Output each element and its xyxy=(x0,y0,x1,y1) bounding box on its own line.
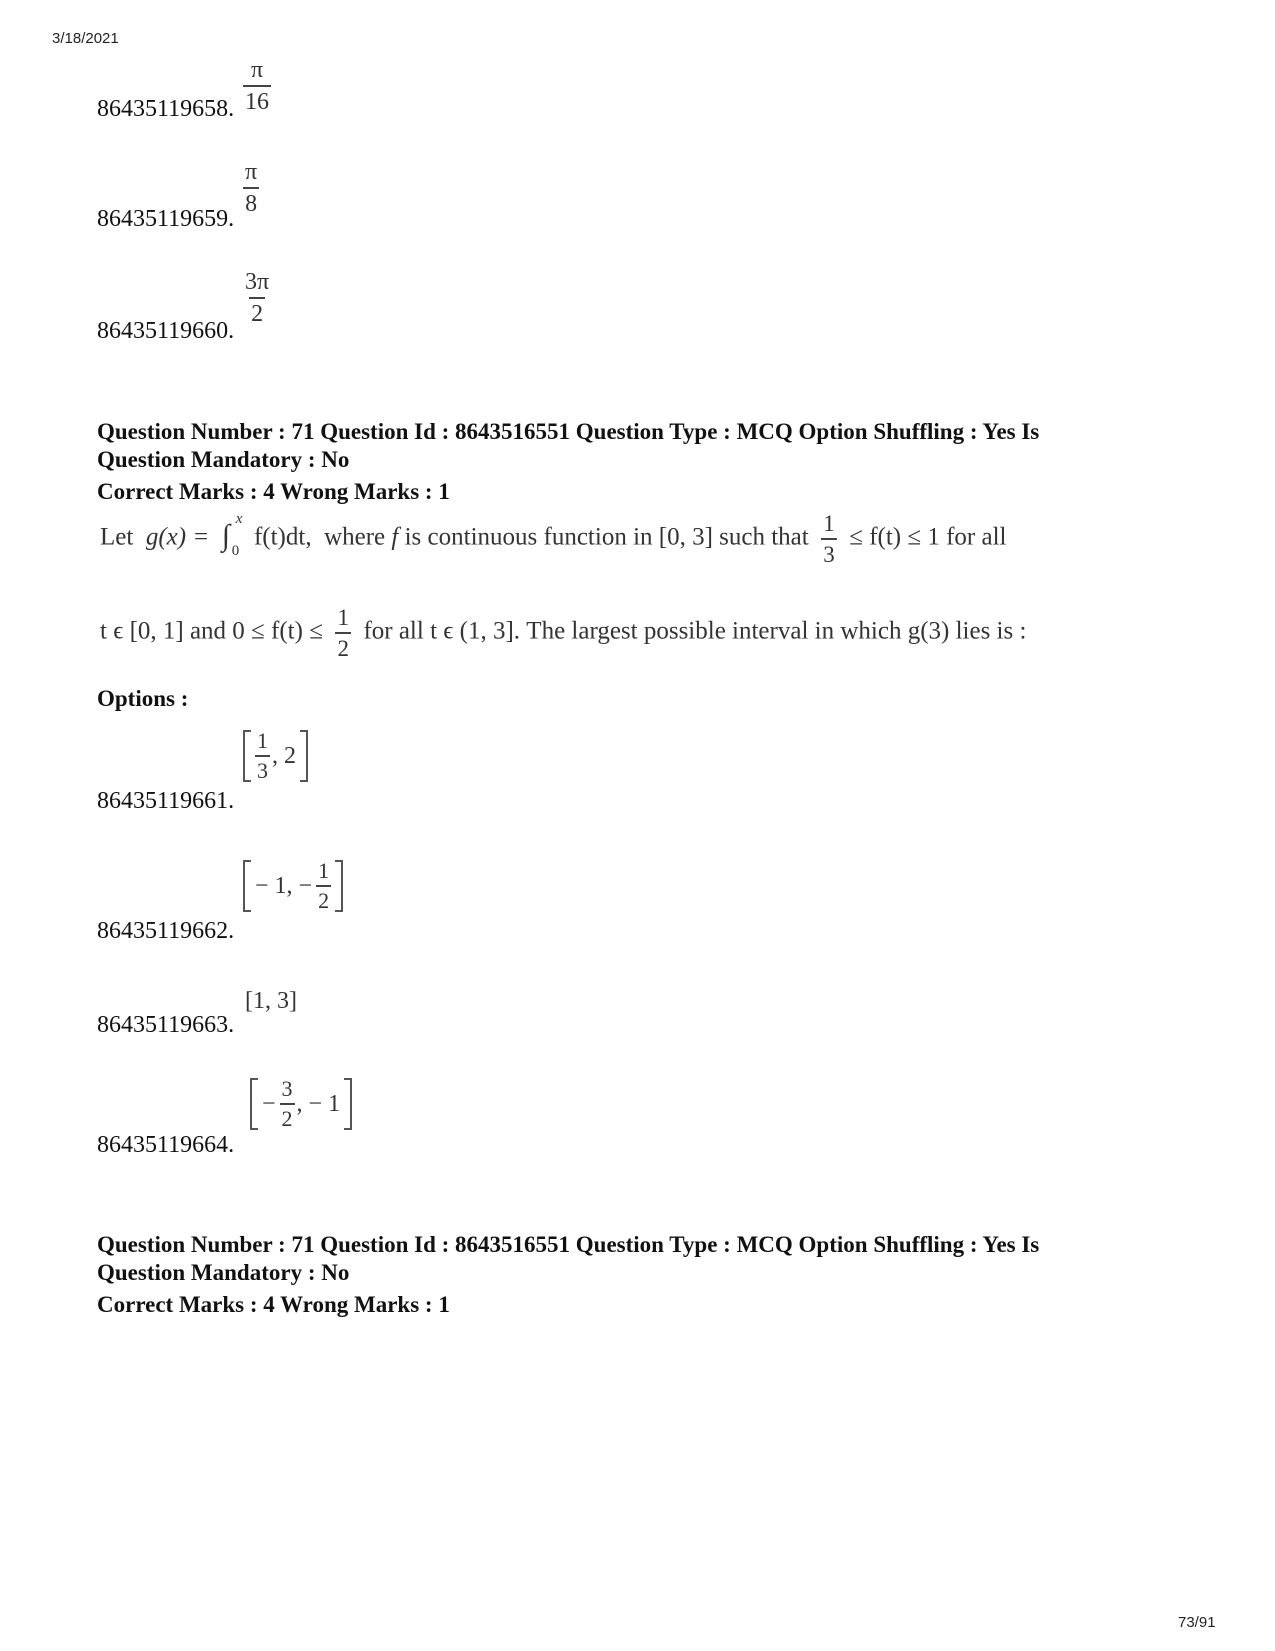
options-label: Options : xyxy=(97,686,189,711)
option-id: 86435119662. xyxy=(97,918,235,944)
option-value-interval-4: − $\frac{3}{2}$ , − 1 xyxy=(250,1078,352,1130)
option-id: 86435119658. xyxy=(97,96,235,122)
option-id: 86435119664. xyxy=(97,1132,235,1158)
next-question-meta: Question Number : 71 Question Id : 8643516551 Question Type : MCQ Option Shuffling : Yes Is Question Mandatory : No Correct Marks : 4 Wrong Marks : 1 xyxy=(97,1232,1040,1317)
print-date: 3/18/2021 xyxy=(52,30,119,47)
option-id: 86435119660. xyxy=(97,318,235,344)
option-value-interval-3: [1, 3] xyxy=(245,988,297,1014)
option-value-pi-16: $\frac{\pi}{16}$ xyxy=(245,57,269,115)
question-stem-line-2: t ϵ [0, 1] and 0 ≤ f(t) ≤ $\frac{1}{2}$ for all t ϵ (1, 3]. The largest possible interval in which g(3) lies is : xyxy=(100,605,1027,661)
option-value-interval-2: − 1, − $\frac{1}{2}$ xyxy=(243,860,343,912)
option-id: 86435119659. xyxy=(97,206,235,232)
option-value-3pi-2: $\frac{3\pi}{2}$ xyxy=(245,269,270,327)
question-stem-line-1: Let g(x) = ∫ x 0 f(t)dt, where f is continuous function in [0, 3] such that $\frac{1}{3}$ ≤ f(t) ≤ 1 for all xyxy=(100,510,1007,567)
option-id: 86435119663. xyxy=(97,1012,235,1038)
question-meta: Question Number : 71 Question Id : 8643516551 Question Type : MCQ Option Shuffling : Yes Is Question Mandatory : No Correct Marks : 4 Wrong Marks : 1 xyxy=(97,419,1040,504)
option-value-pi-8: $\frac{\pi}{8}$ xyxy=(245,159,258,217)
option-id: 86435119661. xyxy=(97,788,235,814)
option-value-interval-1: $\frac{1}{3}$ , 2 xyxy=(243,730,308,782)
page-number: 73/91 xyxy=(1178,1614,1216,1631)
